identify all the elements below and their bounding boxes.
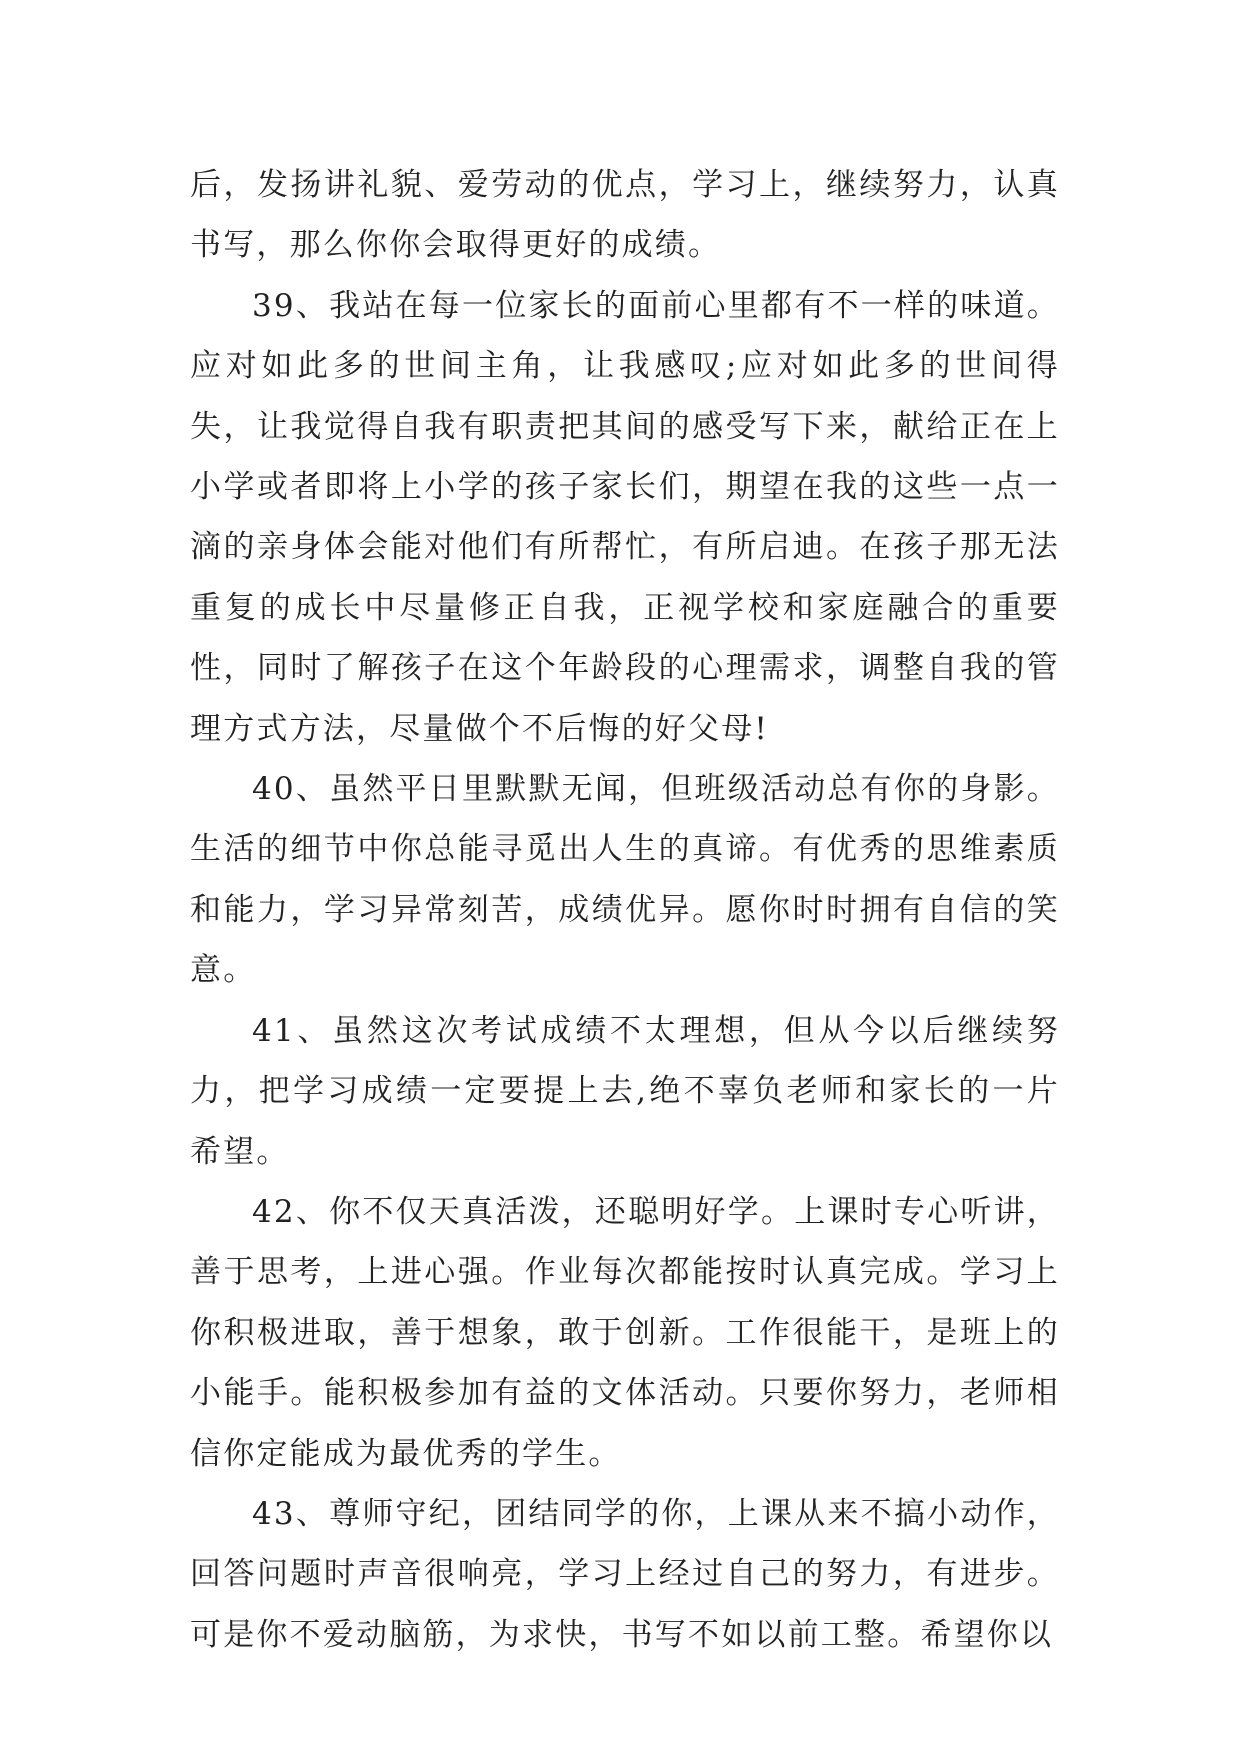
document-body [190,155,1060,1665]
paragraph-40: 40、虽然平日里默默无闻，但班级活动总有你的身影。生活的细节中你总能寻觅出人生的真谛。有优秀的思维素质和能力，学习异常刻苦，成绩优异。愿你时时拥有自信的笑意。 [190,771,1060,989]
paragraph-43: 43、尊师守纪，团结同学的你，上课从来不搞小动作，回答问题时声音很响亮，学习上经过自己的努力，有进步。可是你不爱动脑筋，为求快，书写不如以前工整。希望你以 [190,1495,1060,1653]
paragraph-42: 42、你不仅天真活泼，还聪明好学。上课时专心听讲，善于思考，上进心强。作业每次都能按时认真完成。学习上你积极进取，善于想象，敢于创新。工作很能干，是班上的小能手。能积极参加有益的文体活动。只要你努力，老师相信你定能成为最优秀的学生。 [190,1193,1060,1472]
paragraph-continuation: 后，发扬讲礼貌、爱劳动的优点，学习上，继续努力，认真书写，那么你你会取得更好的成绩。 [190,167,1060,264]
paragraph-41: 41、虽然这次考试成绩不太理想，但从今以后继续努力，把学习成绩一定要提上去,绝不辜负老师和家长的一片希望。 [190,1012,1060,1170]
paragraph-39: 39、我站在每一位家长的面前心里都有不一样的味道。应对如此多的世间主角，让我感叹;应对如此多的世间得失，让我觉得自我有职责把其间的感受写下来，献给正在上小学或者即将上小学的孩子家长们，期望在我的这些一点一滴的亲身体会能对他们有所帮忙，有所启迪。在孩子那无法重复的成长中尽量修正自我，正视学校和家庭融合的重要性，同时了解孩子在这个年龄段的心理需求，调整自我的管理方式方法，尽量做个不后悔的好父母! [190,287,1060,747]
